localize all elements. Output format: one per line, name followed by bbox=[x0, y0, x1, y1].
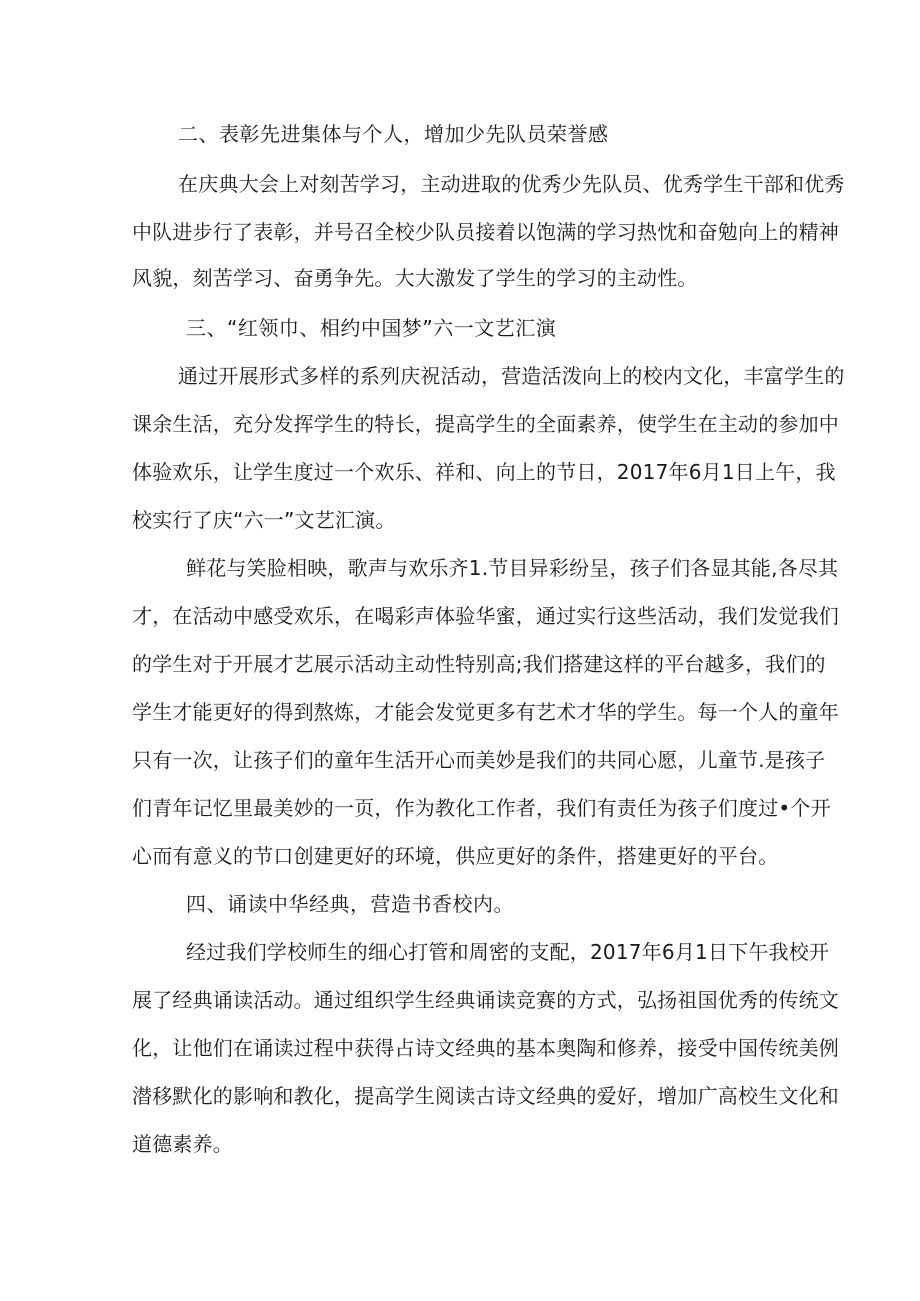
paragraph-line: 体验欢乐，让学生度过一个欢乐、祥和、向上的节日，2017年6月1日上午，我 bbox=[132, 460, 836, 484]
section-heading: 二、表彰先进集体与个人，增加少先队员荣誉感 bbox=[178, 122, 609, 146]
paragraph-line: 经过我们学校师生的细心打管和周密的支配，2017年6月1日下午我校开 bbox=[186, 940, 830, 964]
paragraph-line: 的学生对于开展才艺展示活动主动性特别高;我们搭建这样的平台越多，我们的 bbox=[132, 652, 826, 676]
section-heading: 三、“红领巾、相约中国梦”六一文艺汇演 bbox=[186, 316, 557, 340]
paragraph-line: 在庆典大会上对刻苦学习，主动进取的优秀少先队员、优秀学生干部和优秀 bbox=[178, 172, 845, 196]
paragraph-line: 心而有意义的节口创建更好的环境，供应更好的条件，搭建更好的平台。 bbox=[132, 844, 779, 868]
paragraph-line: 课余生活，充分发挥学生的特长，提高学生的全面素养，使学生在主动的参加中 bbox=[132, 412, 839, 436]
paragraph-line: 们青年记忆里最美妙的一页，作为教化工作者，我们有责任为孩子们度过•个开 bbox=[132, 796, 831, 820]
paragraph-line: 中队进步行了表彰，并号召全校少队员接着以饱满的学习热忱和奋勉向上的精神 bbox=[132, 220, 839, 244]
paragraph-line: 只有一次，让孩子们的童年生活开心而美妙是我们的共同心愿，儿童节.是孩子 bbox=[132, 748, 826, 772]
paragraph-line: 道德素养。 bbox=[132, 1132, 233, 1156]
paragraph-line: 化，让他们在诵读过程中获得占诗文经典的基本奥陶和修养，接受中国传统美例 bbox=[132, 1036, 839, 1060]
paragraph-line: 通过开展形式多样的系列庆祝活动，营造活泼向上的校内文化，丰富学生的 bbox=[178, 364, 845, 388]
paragraph-line: 风貌，刻苦学习、奋勇争先。大大激发了学生的学习的主动性。 bbox=[132, 266, 698, 290]
section-heading: 四、诵读中华经典，营造书香校内。 bbox=[186, 892, 514, 916]
paragraph-line: 鲜花与笑脸相映，歌声与欢乐齐1.节目异彩纷呈，孩子们各显其能,各尽其 bbox=[186, 556, 839, 580]
paragraph-line: 才，在活动中感受欢乐，在喝彩声体验华蜜，通过实行这些活动，我们发觉我们 bbox=[132, 604, 839, 628]
paragraph-line: 校实行了庆“六一”文艺汇演。 bbox=[132, 508, 396, 532]
paragraph-line: 学生才能更好的得到熬炼，才能会发觉更多有艺术才华的学生。每一个人的童年 bbox=[132, 700, 839, 724]
paragraph-line: 展了经典诵读活动。通过组织学生经典诵读竞赛的方式，弘扬祖国优秀的传统文 bbox=[132, 988, 839, 1012]
paragraph-line: 潜移默化的影响和教化，提高学生阅读古诗文经典的爱好，增加广高校生文化和 bbox=[132, 1084, 839, 1108]
